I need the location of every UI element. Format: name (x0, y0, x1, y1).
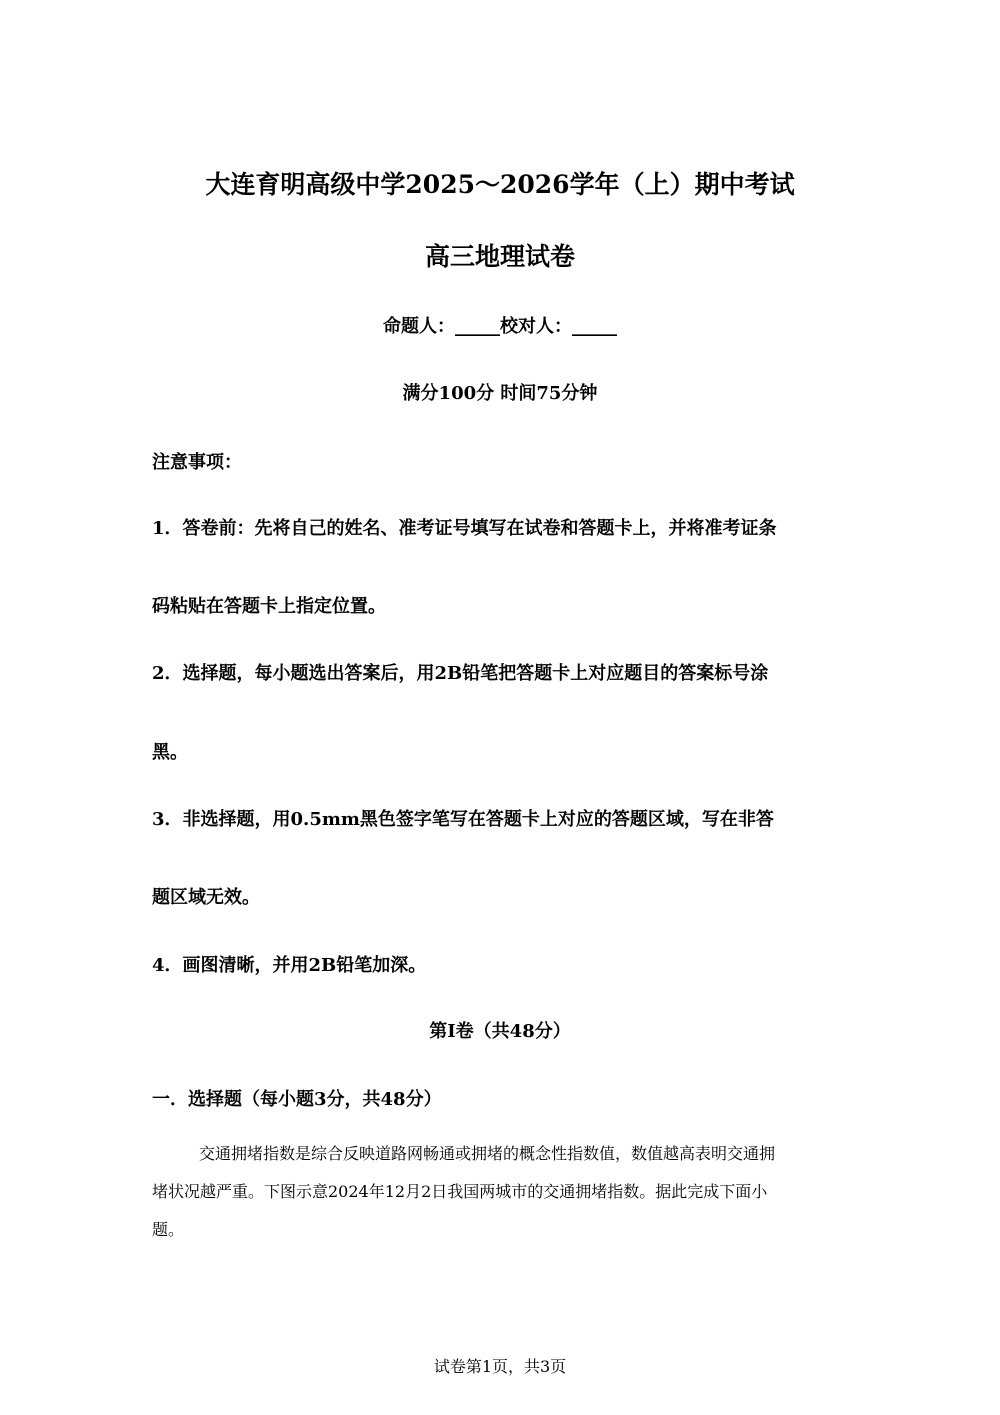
section-1-intro-line-3: 题。 (152, 1220, 185, 1239)
volume-label: 第Ⅰ卷（共48分） (429, 1021, 571, 1042)
notice-heading: 注意事项： (152, 452, 242, 473)
page-footer: 试卷第1页，共3页 (433, 1357, 567, 1376)
notice-item-1-line-1: 1．答卷前：先将自己的姓名、准考证号填写在试卷和答题卡上，并将准考证条 (152, 518, 777, 539)
section-1-intro-line-2: 堵状况越严重。下图示意2024年12月2日我国两城市的交通拥堵指数。据此完成下面小 (152, 1182, 768, 1201)
exam-subtitle: 高三地理试卷 (424, 242, 575, 271)
notice-item-3-line-2: 题区域无效。 (152, 887, 260, 908)
score-time-line: 满分100分 时间75分钟 (402, 383, 598, 404)
section-1-heading: 一．选择题（每小题3分，共48分） (152, 1089, 442, 1110)
notice-item-3-line-1: 3．非选择题，用0.5mm黑色签字笔写在答题卡上对应的答题区域，写在非答 (152, 809, 774, 830)
author-line: 命题人：_____校对人：_____ (383, 316, 617, 337)
notice-item-2-line-1: 2．选择题，每小题选出答案后，用2B铅笔把答题卡上对应题目的答案标号涂 (152, 663, 769, 684)
notice-item-4-line-1: 4．画图清晰，并用2B铅笔加深。 (152, 955, 427, 976)
exam-title: 大连育明高级中学2025～2026学年（上）期中考试 (205, 170, 795, 199)
notice-item-1-line-2: 码粘贴在答题卡上指定位置。 (152, 596, 386, 617)
notice-item-2-line-2: 黑。 (152, 742, 188, 763)
section-1-intro-line-1: 交通拥堵指数是综合反映道路网畅通或拥堵的概念性指数值，数值越高表明交通拥 (199, 1144, 776, 1163)
